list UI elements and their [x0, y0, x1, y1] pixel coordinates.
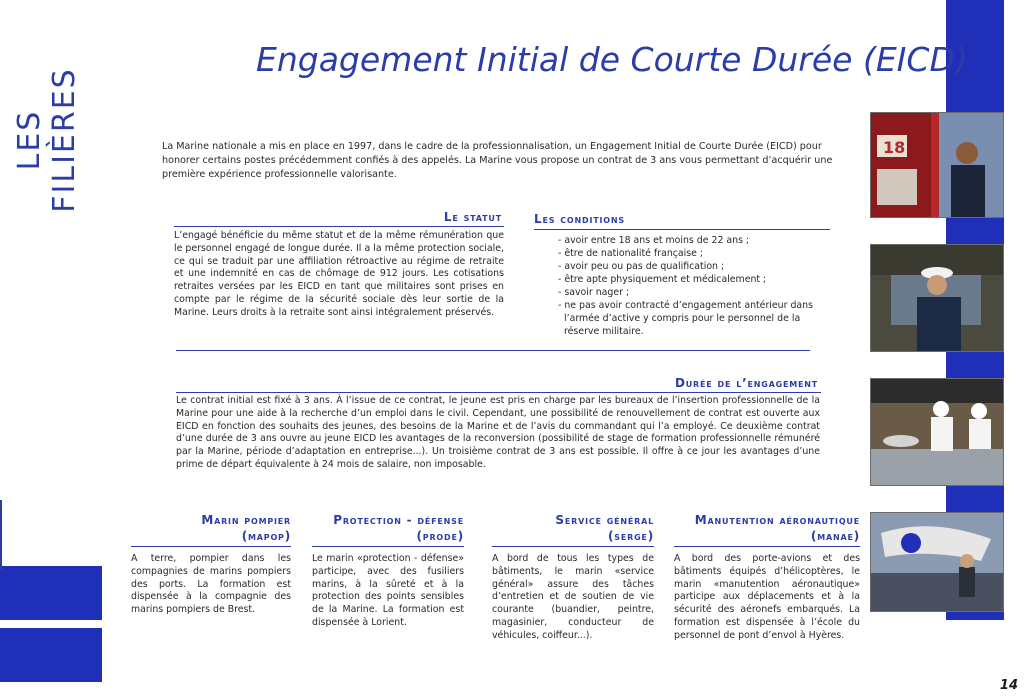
column-service-general: [492, 512, 654, 643]
column-rule: [131, 546, 291, 547]
list-item: - avoir peu ou pas de qualification ;: [558, 261, 725, 272]
column-subheading: (serge): [608, 529, 654, 543]
column-subheading: (prode): [416, 529, 464, 543]
column-rule: [674, 546, 860, 547]
list-item: - ne pas avoir contracté d’engagement antérieur dans l’armée d’active y compris pour le personnel de la réserve militaire.: [558, 300, 813, 337]
column-manutention-aeronautique: [674, 512, 860, 643]
column-subheading: (manae): [810, 529, 860, 543]
list-item: - avoir entre 18 ans et moins de 22 ans ;: [558, 235, 750, 246]
statut-text: L’engagé bénéficie du même statut et de la même rémunération que le personnel engagé de longue durée. Il a la même protection sociale, ce qui se traduit par une affiliation rétroactive au régime de retraite et une indemnité en cas de chômage de 912 jours. Les cotisations retraites versées par les EICD en tant que militaires sont prises en compte par le régime de la sécurité sociale dès leur sortie de la Marine. Leurs droits à la retraite sont ainsi intégralement préservés.: [174, 230, 504, 318]
list-item: - être apte physiquement et médicalement ;: [558, 274, 767, 285]
list-item: - être de nationalité française ;: [558, 248, 704, 259]
left-blue-block-1: [0, 566, 102, 620]
column-protection-defense: [312, 512, 464, 630]
svg-text:18: 18: [883, 138, 906, 157]
column-text: A terre, pompier dans les compagnies de marins pompiers des ports. La formation est dispensée à la compagnie des marins pompiers de Brest.: [131, 553, 291, 616]
column-rule: [312, 546, 464, 547]
photo-helicopter: [870, 512, 1004, 612]
left-blue-block-2: [0, 628, 102, 682]
column-heading: Manutention aéronautique: [694, 513, 860, 527]
photo-fire-truck: [870, 112, 1004, 218]
conditions-heading: Les conditions: [534, 212, 625, 226]
page-number: 14: [999, 678, 1018, 693]
column-heading: Service général: [555, 513, 654, 527]
section-separator: [176, 350, 810, 351]
statut-rule: [174, 226, 504, 227]
list-item: - savoir nager ;: [558, 287, 630, 298]
column-marin-pompier: [131, 512, 291, 617]
page-title: Engagement Initial de Courte Durée (EICD): [256, 40, 968, 79]
column-text: Le marin «protection - défense» participe, avec des fusiliers marins, à la sûreté et à la protection des points sensibles de la Marine. La formation est dispensée à Lorient.: [312, 553, 464, 628]
photo-kitchen: [870, 378, 1004, 486]
duree-heading: Durée de l’engagement: [675, 376, 818, 390]
duree-text: Le contrat initial est fixé à 3 ans. À l’issue de ce contrat, le jeune est pris en charge par les bureaux de l’insertion professionnelle de la Marine pour une aide à la recherche d’un emploi dans le civil. Cependant, une possibilité de renouvellement de contrat est ouverte aux EICD en fonction des souhaits des jeunes, des besoins de la Marine et de l’avis du commandant qui l’a employé. Ce deuxième contrat d’une durée de 3 ans ouvre au jeune EICD les avantages de la reconversion (possibilité de stage de formation professionnelle rémunéré par la Marine, période d’adaptation en entreprise...). Un troisième contrat de 3 ans est possible. Il offre à ce jour les avantages d’une prime de départ équivalente à 24 mois de salaire, non imposable.: [176, 395, 820, 470]
photo-sailor-vehicle: [870, 244, 1004, 352]
duree-rule: [176, 392, 821, 393]
column-heading: Marin pompier: [201, 513, 291, 527]
column-subheading: (mapop): [241, 529, 291, 543]
statut-heading: Le statut: [443, 210, 502, 224]
column-rule: [492, 546, 654, 547]
column-heading: Protection - défense: [333, 513, 464, 527]
section-side-label: LES FILIÈRES: [12, 67, 82, 213]
intro-paragraph: La Marine nationale a mis en place en 1997, dans le cadre de la professionnalisation, un Engagement Initial de Courte Durée (EICD) pour honorer certains postes précédemment confiés à des appelés. La Marine vous propose un contrat de 3 ans vous permettant d’acquérir une première expérience professionnelle valorisante.: [162, 141, 833, 180]
column-text: A bord des porte-avions et des bâtiments équipés d’hélicoptères, le marin «manutention aéronautique» participe aux déplacements et à la sécurité des aéronefs embarqués. La formation est dispensée à l’école du personnel de pont d’envol à Hyères.: [674, 553, 860, 641]
conditions-list: [556, 234, 836, 338]
conditions-rule: [534, 229, 830, 230]
left-thin-line: [0, 500, 2, 570]
column-text: A bord de tous les types de bâtiments, le marin «service général» assure des tâches d’entretien et de soutien de vie courante (buandier, peintre, magasinier, conducteur de véhicules, coiffeur...).: [492, 553, 654, 641]
